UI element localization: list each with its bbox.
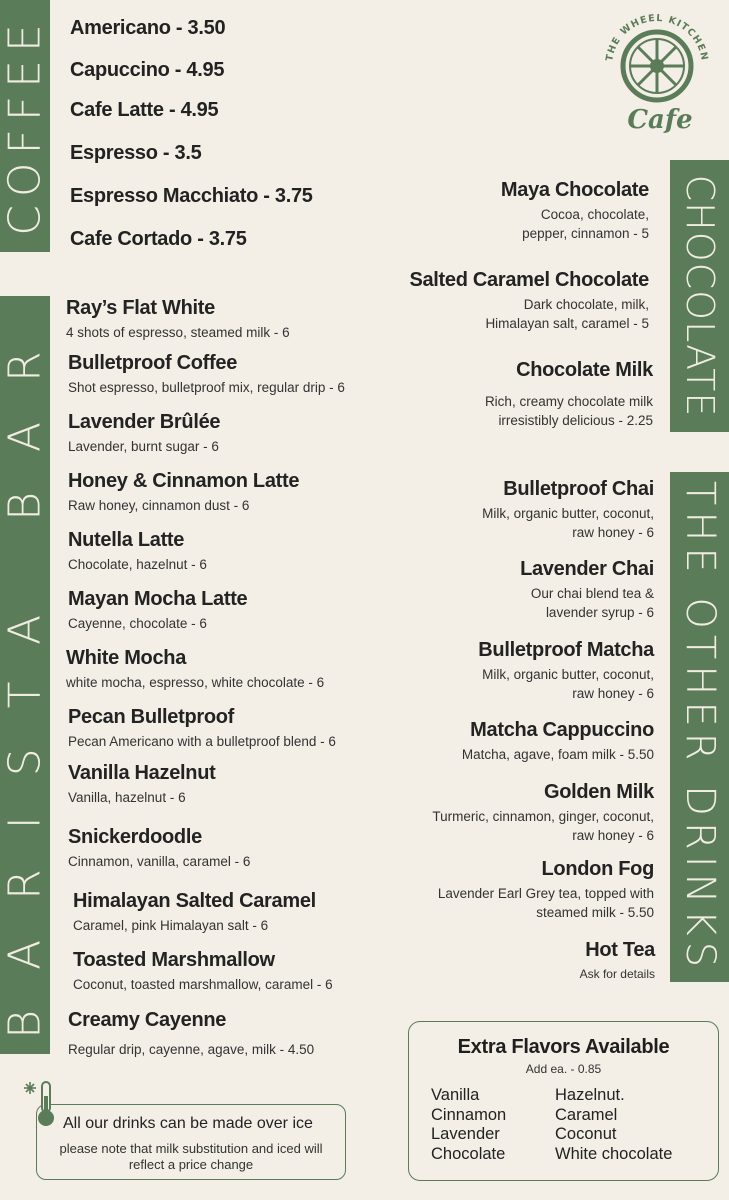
other-drink-item [324, 719, 654, 764]
drink-description: Chocolate, hazelnut - 6 [68, 557, 207, 572]
chocolate-item [329, 179, 649, 243]
barista-item [68, 762, 215, 807]
drink-name: Toasted Marshmallow [73, 949, 275, 971]
drink-name: Mayan Mocha Latte [68, 588, 248, 610]
drink-description: Cayenne, chocolate - 6 [68, 616, 207, 631]
drink-description-line: Matcha, agave, foam milk - 5.50 [461, 747, 654, 762]
barista-item [68, 411, 220, 456]
drink-description-line: irresistibly delicious - 2.25 [498, 413, 653, 428]
flavor-list-right [555, 1086, 672, 1164]
flavor-option: Lavender [431, 1125, 500, 1143]
flavor-option: Cinnamon [431, 1105, 507, 1124]
barista-item [66, 647, 324, 692]
barista-bar-section-title: BARISTA BAR [0, 311, 50, 1039]
drink-name: London Fog [541, 858, 654, 880]
drink-name: Lavender Brûlée [68, 411, 221, 433]
barista-item [68, 470, 299, 515]
barista-item [68, 826, 250, 871]
drink-description-line: Dark chocolate, milk, [523, 297, 649, 312]
flavor-option: Coconut [555, 1125, 617, 1143]
drink-description-line: Rich, creamy chocolate milk [484, 394, 653, 409]
drink-name: Maya Chocolate [500, 179, 649, 201]
drink-description-line: steamed milk - 5.50 [536, 905, 654, 920]
extra-flavors-price: Add ea. - 0.85 [525, 1062, 602, 1076]
barista-item [73, 890, 316, 935]
drink-description: Vanilla, hazelnut - 6 [68, 790, 186, 805]
barista-item [73, 949, 333, 994]
coffee-section-band [0, 0, 50, 252]
iced-drinks-price-note: please note that milk substitution and iced will reflect a price change [59, 1141, 323, 1172]
drink-name: Bulletproof Matcha [478, 639, 654, 661]
other-drinks-section-title: THE OTHER DRINKS [676, 480, 723, 974]
other-drink-item [324, 478, 654, 542]
drink-description: Caramel, pink Himalayan salt - 6 [73, 918, 269, 933]
iced-drinks-note-box [36, 1104, 346, 1180]
coffee-item: Americano - 3.50 [70, 17, 226, 39]
chocolate-item [329, 269, 649, 333]
drink-description-line: Milk, organic butter, coconut, [482, 506, 654, 521]
thermometer-snowflake-icon [24, 1078, 60, 1130]
logo-ring-text: THE WHEEL KITCHEN [604, 12, 710, 63]
flavor-option: Chocolate [431, 1144, 506, 1163]
drink-name: Himalayan Salted Caramel [73, 890, 316, 912]
coffee-item: Cafe Cortado - 3.75 [70, 228, 247, 250]
other-drink-item [324, 858, 654, 922]
drink-name: White Mocha [66, 647, 187, 669]
drink-description-line: Turmeric, cinnamon, ginger, coconut, [432, 809, 654, 824]
drink-description-line: Cocoa, chocolate, [540, 207, 649, 222]
coffee-item: Cafe Latte - 4.95 [70, 99, 219, 121]
drink-description-line: Himalayan salt, caramel - 5 [485, 316, 649, 331]
drink-name: Bulletproof Coffee [68, 352, 238, 374]
extra-flavors-box [408, 1021, 719, 1181]
barista-item [68, 588, 247, 633]
drink-name: Chocolate Milk [516, 359, 653, 381]
chocolate-item [333, 359, 653, 430]
drink-description-line: raw honey - 6 [572, 828, 654, 843]
other-drink-item [324, 639, 654, 703]
barista-item [68, 706, 336, 751]
barista-item [66, 297, 290, 342]
chocolate-section-title: CHOCOLATE [677, 174, 722, 418]
drink-name: Salted Caramel Chocolate [409, 269, 649, 291]
drink-name: Pecan Bulletproof [68, 706, 235, 728]
extra-flavors-title: Extra Flavors Available [457, 1036, 670, 1058]
coffee-item: Capuccino - 4.95 [70, 59, 225, 81]
drink-description: white mocha, espresso, white chocolate - 6 [66, 675, 325, 690]
drink-name: Nutella Latte [68, 529, 185, 551]
drink-description-line: lavender syrup - 6 [545, 605, 654, 620]
drink-description: Pecan Americano with a bulletproof blend - 6 [68, 734, 336, 749]
drink-description: Coconut, toasted marshmallow, caramel - 6 [73, 977, 333, 992]
drink-description-line: Milk, organic butter, coconut, [482, 667, 654, 682]
drink-name: Ray’s Flat White [66, 297, 215, 319]
flavor-option: White chocolate [555, 1144, 673, 1163]
drink-description-line: Our chai blend tea & [530, 586, 654, 601]
barista-item [68, 352, 345, 397]
coffee-item: Espresso Macchiato - 3.75 [70, 185, 313, 207]
drink-name: Creamy Cayenne [68, 1009, 227, 1031]
drink-description: Raw honey, cinnamon dust - 6 [68, 498, 250, 513]
drink-name: Hot Tea [585, 939, 655, 961]
coffee-section-title: COFFEE [0, 16, 50, 236]
drink-description: 4 shots of espresso, steamed milk - 6 [66, 325, 290, 340]
drink-name: Lavender Chai [520, 558, 654, 580]
drink-name: Bulletproof Chai [503, 478, 654, 500]
coffee-item: Espresso - 3.5 [70, 142, 202, 164]
barista-bar-section-band [0, 296, 50, 1054]
other-drinks-section-band [670, 472, 729, 982]
drink-name: Golden Milk [543, 781, 654, 803]
flavor-option: Hazelnut. [555, 1086, 625, 1104]
drink-description-line: pepper, cinnamon - 5 [522, 226, 649, 241]
drink-description: Cinnamon, vanilla, caramel - 6 [68, 854, 251, 869]
other-drink-item [455, 939, 655, 984]
drink-description: Lavender, burnt sugar - 6 [68, 439, 219, 454]
wagon-wheel-icon [598, 4, 716, 134]
flavor-list-left [431, 1086, 506, 1164]
drink-name: Snickerdoodle [68, 826, 202, 848]
barista-item [68, 1009, 314, 1059]
chocolate-section-band [670, 160, 729, 432]
flavor-option: Vanilla [431, 1086, 480, 1104]
barista-item [68, 529, 207, 574]
drink-name: Matcha Cappuccino [470, 719, 654, 741]
drink-description-line: raw honey - 6 [572, 525, 654, 540]
other-drink-item [324, 558, 654, 622]
drink-name: Vanilla Hazelnut [68, 762, 216, 784]
drink-description-line: raw honey - 6 [572, 686, 654, 701]
wheel-kitchen-logo [598, 4, 716, 134]
flavor-option: Caramel [555, 1105, 618, 1124]
other-drink-item [314, 781, 654, 845]
drink-description: Shot espresso, bulletproof mix, regular drip - 6 [68, 380, 345, 395]
drink-description: Regular drip, cayenne, agave, milk - 4.50 [68, 1042, 315, 1057]
drink-description-line: Ask for details [579, 967, 655, 981]
iced-drinks-main-text: All our drinks can be made over ice [63, 1115, 313, 1132]
logo-cafe-script: Cafe [627, 105, 693, 134]
drink-name: Honey & Cinnamon Latte [68, 470, 300, 492]
drink-description-line: Lavender Earl Grey tea, topped with [437, 886, 654, 901]
